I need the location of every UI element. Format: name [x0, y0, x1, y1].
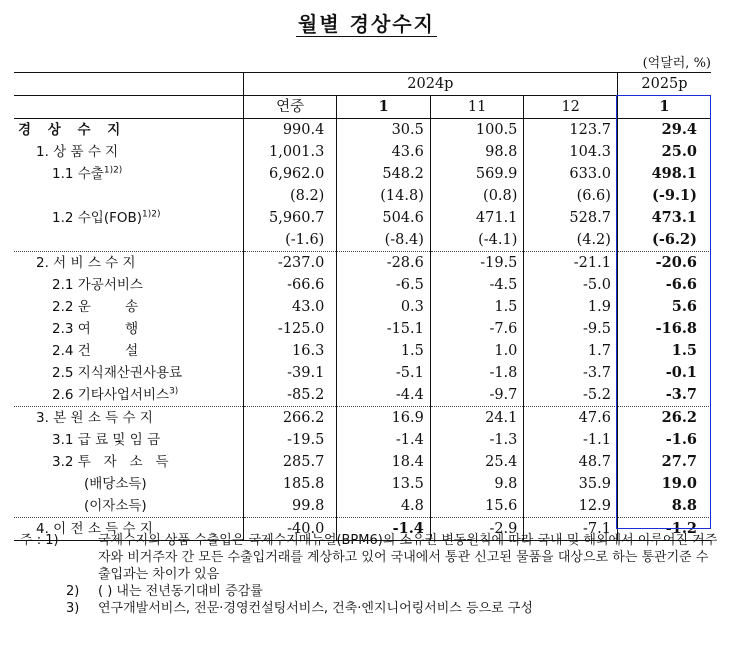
row-label: [14, 495, 243, 518]
cell-value: 12.9: [524, 495, 618, 518]
cell-value: (14.8): [337, 185, 431, 207]
cell-value: -20.6: [617, 252, 711, 275]
row-label-text: 3.2 투 자 소 득: [52, 454, 169, 470]
cell-value: 25.4: [430, 451, 524, 473]
cell-value: -28.6: [337, 252, 431, 275]
cell-value: 25.0: [617, 141, 711, 163]
cell-value: -19.5: [243, 429, 337, 451]
cell-value: 504.6: [337, 207, 431, 229]
footnote-ref: 1)2): [103, 165, 123, 176]
header-year-2024: 2024p: [243, 73, 617, 96]
header-year-2025: 2025p: [617, 73, 711, 96]
footnotes: [20, 532, 720, 617]
cell-value: (-9.1): [617, 185, 711, 207]
cell-value: 16.3: [243, 340, 337, 362]
row-label-text: 1.2 수입(FOB): [52, 210, 143, 226]
cell-value: 18.4: [337, 451, 431, 473]
cell-value: 99.8: [243, 495, 337, 518]
table-row: [14, 473, 711, 495]
cell-value: -6.6: [617, 274, 711, 296]
table-row: [14, 274, 711, 296]
cell-value: 473.1: [617, 207, 711, 229]
cell-value: (-6.2): [617, 229, 711, 252]
cell-value: 0.3: [337, 296, 431, 318]
row-label: [14, 362, 243, 384]
cell-value: 1.5: [617, 340, 711, 362]
row-label: [14, 185, 243, 207]
row-label-text: 1.1 수출: [52, 166, 104, 182]
cell-value: 6,962.0: [243, 163, 337, 185]
header-col-nov: 11: [430, 96, 524, 119]
row-label: [14, 163, 243, 185]
row-label: [14, 207, 243, 229]
cell-value: 285.7: [243, 451, 337, 473]
cell-value: -40.0: [243, 518, 337, 541]
table-row: [14, 119, 711, 142]
cell-value: 471.1: [430, 207, 524, 229]
cell-value: 43.0: [243, 296, 337, 318]
cell-value: 13.5: [337, 473, 431, 495]
cell-value: -1.1: [524, 429, 618, 451]
cell-value: 185.8: [243, 473, 337, 495]
table-row: [14, 252, 711, 275]
cell-value: (6.6): [524, 185, 618, 207]
cell-value: 98.8: [430, 141, 524, 163]
cell-value: 4.8: [337, 495, 431, 518]
cell-value: 27.7: [617, 451, 711, 473]
header-col-dec: 12: [524, 96, 618, 119]
cell-value: 1.5: [430, 296, 524, 318]
table-row: [14, 229, 711, 252]
cell-value: 5.6: [617, 296, 711, 318]
cell-value: -66.6: [243, 274, 337, 296]
row-label-text: 2.1 가공서비스: [52, 277, 143, 293]
cell-value: 15.6: [430, 495, 524, 518]
cell-value: -39.1: [243, 362, 337, 384]
table-row: [14, 340, 711, 362]
cell-value: -6.5: [337, 274, 431, 296]
cell-value: 498.1: [617, 163, 711, 185]
cell-value: -125.0: [243, 318, 337, 340]
cell-value: -5.0: [524, 274, 618, 296]
cell-value: (-1.6): [243, 229, 337, 252]
table-row: [14, 384, 711, 407]
table-row: [14, 185, 711, 207]
cell-value: 43.6: [337, 141, 431, 163]
cell-value: (-4.1): [430, 229, 524, 252]
cell-value: 9.8: [430, 473, 524, 495]
row-label-text: 2.3 여 행: [52, 321, 139, 337]
cell-value: 26.2: [617, 407, 711, 430]
cell-value: 1.9: [524, 296, 618, 318]
row-label-text: 3.1 급 료 및 임 금: [52, 432, 161, 448]
cell-value: -1.4: [337, 518, 431, 541]
table-row: [14, 495, 711, 518]
cell-value: 29.4: [617, 119, 711, 142]
cell-value: 104.3: [524, 141, 618, 163]
cell-value: -16.8: [617, 318, 711, 340]
cell-value: 1.7: [524, 340, 618, 362]
row-label: [14, 318, 243, 340]
footnote-ref: 1)2): [142, 209, 161, 220]
row-label-text: 2.6 기타사업서비스: [52, 387, 170, 403]
cell-value: (0.8): [430, 185, 524, 207]
table-row: [14, 207, 711, 229]
row-label-text: (배당소득): [84, 476, 147, 492]
header-blank: [14, 96, 243, 119]
cell-value: -5.1: [337, 362, 431, 384]
table-row: [14, 318, 711, 340]
footnote-1: 주 : 1) 국제수지의 상품 수출입은 국제수지매뉴얼(BPM6)의 소유권 변동원칙에 따라 국내 및 해외에서 이루어진 거주자와 비거주자 간 모든 수출입거래를 계상하고 있어 국내에서 통관 신고된 물품을 대상으로 하는 통관기준 수출입과는 차이가 있음: [20, 533, 718, 582]
row-label-text: 2.2 운 송: [52, 299, 139, 315]
row-label-text: 3. 본 원 소 득 수 지: [36, 410, 153, 426]
cell-value: 548.2: [337, 163, 431, 185]
cell-value: -19.5: [430, 252, 524, 275]
header-corner: [14, 73, 243, 96]
cell-value: -1.3: [430, 429, 524, 451]
row-label: [14, 451, 243, 473]
cell-value: 30.5: [337, 119, 431, 142]
table-row: [14, 163, 711, 185]
cell-value: -4.4: [337, 384, 431, 407]
cell-value: 35.9: [524, 473, 618, 495]
cell-value: 100.5: [430, 119, 524, 142]
cell-value: -1.2: [617, 518, 711, 541]
cell-value: -1.4: [337, 429, 431, 451]
table-row: [14, 407, 711, 430]
current-account-table: [14, 72, 711, 541]
cell-value: 1.5: [337, 340, 431, 362]
cell-value: 19.0: [617, 473, 711, 495]
row-label: [14, 429, 243, 451]
cell-value: 47.6: [524, 407, 618, 430]
cell-value: 5,960.7: [243, 207, 337, 229]
row-label: [14, 141, 243, 163]
table-row: [14, 429, 711, 451]
cell-value: -0.1: [617, 362, 711, 384]
table-row: [14, 296, 711, 318]
cell-value: (-8.4): [337, 229, 431, 252]
header-col-jan-2025: 1: [617, 96, 711, 119]
cell-value: 24.1: [430, 407, 524, 430]
cell-value: -5.2: [524, 384, 618, 407]
cell-value: 633.0: [524, 163, 618, 185]
cell-value: -1.8: [430, 362, 524, 384]
row-label-text: 경 상 수 지: [18, 122, 127, 138]
row-label-text: 1. 상 품 수 지: [36, 144, 119, 160]
header-col-jan-2024: 1: [337, 96, 431, 119]
cell-value: 48.7: [524, 451, 618, 473]
row-label-text: 4. 이 전 소 득 수 지: [36, 521, 153, 537]
row-label-text: 2.4 건 설: [52, 343, 139, 359]
row-label-text: 2.5 지식재산권사용료: [52, 365, 183, 381]
header-col-annual: 연중: [243, 96, 337, 119]
cell-value: -1.6: [617, 429, 711, 451]
cell-value: (4.2): [524, 229, 618, 252]
cell-value: 528.7: [524, 207, 618, 229]
cell-value: -2.9: [430, 518, 524, 541]
cell-value: -15.1: [337, 318, 431, 340]
table-row: [14, 362, 711, 384]
table-row: [14, 141, 711, 163]
footnote-3: 3) 연구개발서비스, 전문·경영컨설팅서비스, 건축·엔지니어링서비스 등으로 구성: [66, 601, 533, 616]
row-label: [14, 384, 243, 407]
row-label: [14, 473, 243, 495]
cell-value: -7.6: [430, 318, 524, 340]
row-label: [14, 252, 243, 275]
footnote-ref: 3): [169, 386, 179, 397]
cell-value: 123.7: [524, 119, 618, 142]
cell-value: -3.7: [524, 362, 618, 384]
cell-value: 569.9: [430, 163, 524, 185]
cell-value: -4.5: [430, 274, 524, 296]
row-label-text: (이자소득): [84, 498, 147, 514]
cell-value: -9.5: [524, 318, 618, 340]
footnote-2: 2) ( ) 내는 전년동기대비 증감률: [66, 584, 263, 599]
cell-value: 1,001.3: [243, 141, 337, 163]
unit-label: (억달러, %): [642, 56, 711, 71]
row-label: [14, 229, 243, 252]
row-label: [14, 296, 243, 318]
row-label: [14, 407, 243, 430]
cell-value: 8.8: [617, 495, 711, 518]
cell-value: -237.0: [243, 252, 337, 275]
cell-value: -21.1: [524, 252, 618, 275]
table-row: [14, 451, 711, 473]
page-title: 월별 경상수지: [298, 12, 435, 36]
cell-value: 1.0: [430, 340, 524, 362]
cell-value: -9.7: [430, 384, 524, 407]
cell-value: -3.7: [617, 384, 711, 407]
row-label-text: 2. 서 비 스 수 지: [36, 255, 136, 271]
cell-value: 990.4: [243, 119, 337, 142]
row-label: [14, 119, 243, 142]
cell-value: -85.2: [243, 384, 337, 407]
cell-value: (8.2): [243, 185, 337, 207]
cell-value: -7.1: [524, 518, 618, 541]
cell-value: 266.2: [243, 407, 337, 430]
row-label: [14, 274, 243, 296]
cell-value: 16.9: [337, 407, 431, 430]
row-label: [14, 340, 243, 362]
